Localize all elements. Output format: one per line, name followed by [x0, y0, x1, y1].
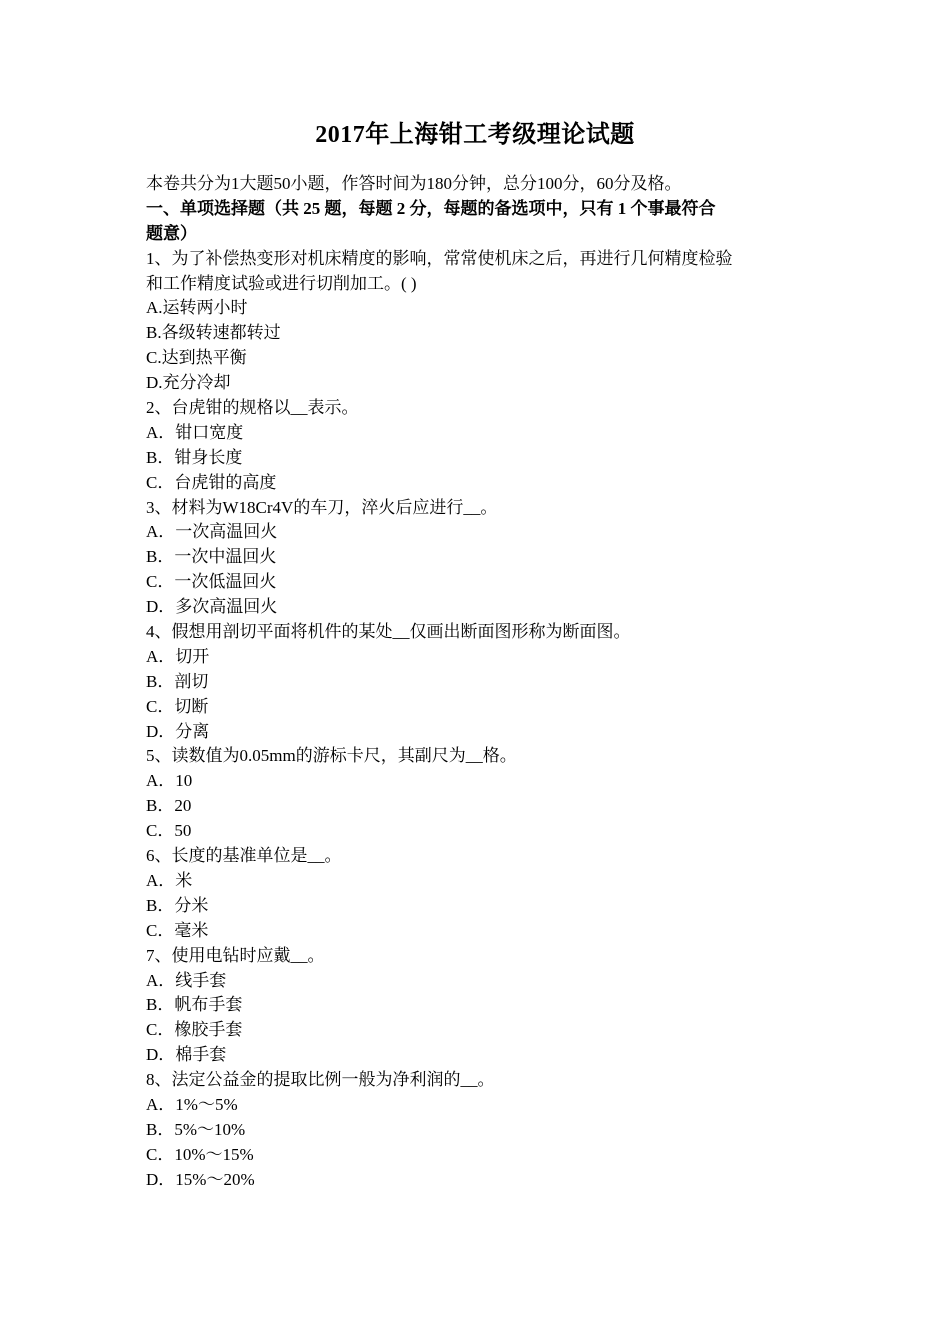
question-stem: 7、使用电钻时应戴__。: [146, 945, 325, 965]
option-c: C.达到热平衡: [146, 348, 247, 368]
section-heading-continued: 题意）: [146, 223, 197, 243]
option-a: A．10: [146, 771, 193, 791]
option-b: B.各级转速都转过: [146, 323, 281, 343]
option-a: A．钳口宽度: [146, 422, 244, 442]
document-body: [146, 172, 810, 1193]
option-c: C．橡胶手套: [146, 1020, 243, 1040]
option-c: C．50: [146, 821, 192, 841]
option-b: B．20: [146, 796, 192, 816]
option-d: D．15%～20%: [146, 1169, 255, 1189]
question-2: [146, 396, 810, 496]
question-stem: 4、假想用剖切平面将机件的某处__仅画出断面图形称为断面图。: [146, 622, 631, 642]
question-stem: 2、台虎钳的规格以__表示。: [146, 398, 359, 418]
option-b: B．剖切: [146, 671, 209, 691]
option-b: B．帆布手套: [146, 995, 243, 1015]
question-6: [146, 844, 810, 944]
exam-intro: 本卷共分为1大题50小题，作答时间为180分钟，总分100分，60分及格。: [146, 174, 682, 193]
question-stem: 6、长度的基准单位是__。: [146, 846, 342, 866]
option-d: D．棉手套: [146, 1045, 227, 1065]
question-3: [146, 496, 810, 620]
option-a: A．1%～5%: [146, 1094, 238, 1114]
question-stem: 8、法定公益金的提取比例一般为净利润的__。: [146, 1070, 495, 1090]
question-5: [146, 744, 810, 844]
option-c: C．10%～15%: [146, 1144, 254, 1164]
option-a: A．一次高温回火: [146, 522, 278, 542]
question-1: [146, 247, 810, 396]
document-title: 2017年上海钳工考级理论试题: [315, 122, 635, 148]
question-stem: 3、材料为W18Cr4V的车刀，淬火后应进行__。: [146, 497, 498, 517]
option-a: A．切开: [146, 646, 210, 666]
question-8: [146, 1068, 810, 1192]
question-stem: 1、为了补偿热变形对机床精度的影响，常常使机床之后，再进行几何精度检验: [146, 248, 733, 268]
option-d: D．多次高温回火: [146, 597, 278, 617]
option-a: A.运转两小时: [146, 298, 248, 318]
option-c: C．一次低温回火: [146, 572, 277, 592]
option-d: D．分离: [146, 721, 210, 741]
option-b: B．一次中温回火: [146, 547, 277, 567]
option-c: C．毫米: [146, 920, 209, 940]
option-a: A．线手套: [146, 970, 227, 990]
question-7: [146, 944, 810, 1068]
option-c: C．切断: [146, 696, 209, 716]
section-heading: 一、单项选择题（共 25 题，每题 2 分，每题的备选项中，只有 1 个事最符合: [146, 198, 716, 218]
option-b: B．5%～10%: [146, 1119, 246, 1139]
question-stem: 5、读数值为0.05mm的游标卡尺，其副尺为__格。: [146, 746, 517, 766]
option-d: D.充分冷却: [146, 373, 231, 393]
question-4: [146, 620, 810, 744]
option-a: A．米: [146, 870, 193, 890]
option-b: B．钳身长度: [146, 447, 243, 467]
option-b: B．分米: [146, 895, 209, 915]
option-c: C．台虎钳的高度: [146, 472, 277, 492]
question-stem-continued: 和工作精度试验或进行切削加工。( ): [146, 273, 417, 293]
